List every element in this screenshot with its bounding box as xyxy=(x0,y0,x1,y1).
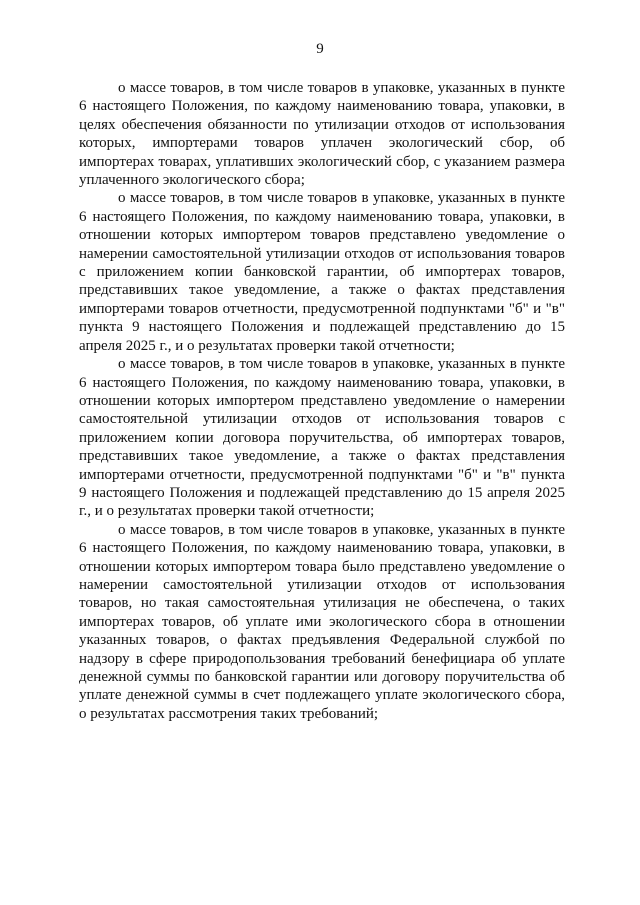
paragraph-3: о массе товаров, в том числе товаров в упаковке, указанных в пункте 6 настоящего Положения, по каждому наименованию товара, упаковки, в отношении которых импортером представлено уведомление о намерении самостоятельной утилизации отходов от использования товаров с приложением копии договора поручительства, об импортерах товаров, представивших такое уведомление, а также о фактах представления импортерами отчетности, предусмотренной подпунктами "б" и "в" пункта 9 настоящего Положения и подлежащей представлению до 15 апреля 2025 г., и о результатах проверки такой отчетности; xyxy=(79,356,565,520)
paragraph-2: о массе товаров, в том числе товаров в упаковке, указанных в пункте 6 настоящего Положения, по каждому наименованию товара, упаковки, в отношении которых импортером товаров представлено уведомление о намерении самостоятельной утилизации отходов от использования товаров с приложением копии банковской гарантии, об импортерах товаров, представивших такое уведомление, а также о фактах представления импортерами товаров отчетности, предусмотренной подпунктами "б" и "в" пункта 9 настоящего Положения и подлежащей представлению до 15 апреля 2025 г., и о результатах проверки такой отчетности; xyxy=(79,190,565,354)
paragraph-4: о массе товаров, в том числе товаров в упаковке, указанных в пункте 6 настоящего Положения, по каждому наименованию товара, упаковки, в отношении которых импортером товара было представлено уведомление о намерении самостоятельной утилизации отходов от использования товаров, но такая самостоятельная утилизация не обеспечена, о таких импортерах товаров, об уплате ими экологического сбора в отношении указанных товаров, о фактах предъявления Федеральной службой по надзору в сфере природопользования требований бенефициара об уплате денежной суммы по банковской гарантии или договору поручительства об уплате денежной суммы в счет подлежащего уплате экологического сбора, о результатах рассмотрения таких требований; xyxy=(79,521,565,722)
document-body xyxy=(79,79,565,723)
paragraph-1: о массе товаров, в том числе товаров в упаковке, указанных в пункте 6 настоящего Положения, по каждому наименованию товара, упаковки, в целях обеспечения обязанности по утилизации отходов от использования которых, импортерами товаров уплачен экологический сбор, об импортерах товарах, уплативших экологический сбор, с указанием размера уплаченного экологического сбора; xyxy=(79,80,565,189)
page-number: 9 xyxy=(316,41,324,57)
